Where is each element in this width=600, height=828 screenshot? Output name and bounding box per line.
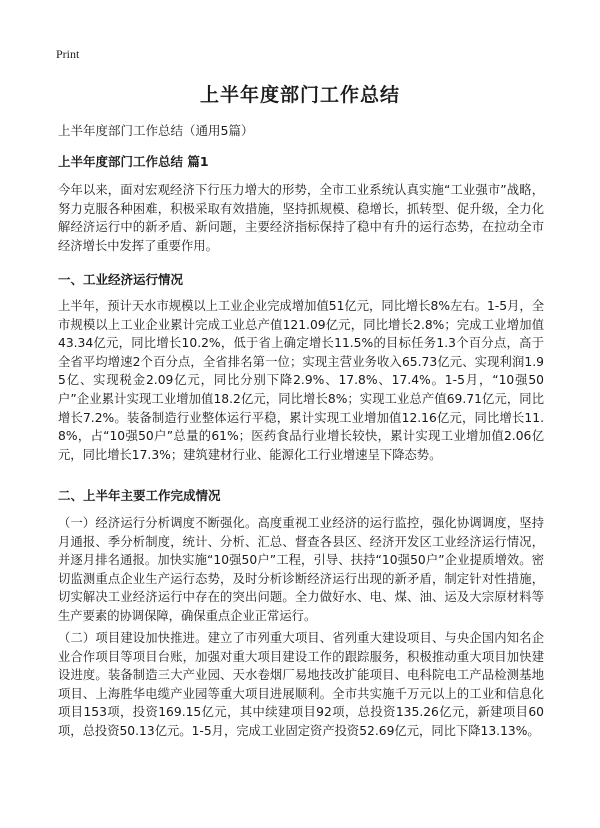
section2-paragraph-1: （一）经济运行分析调度不断强化。高度重视工业经济的运行监控，强化协调调度，坚持月通报、季分析制度，统计、分析、汇总、督查各县区、经济开发区工业经济运行情况，并逐月排名通报。加快实施“10强50户”工程，引导、扶持“10强50户”企业提质增效。密切监测重点企业生产运行态势，及时分析诊断经济运行出现的新矛盾，制定针对性措施，切实解决工业经济运行中存在的突出问题。全力做好水、电、煤、油、运及大宗原材料等生产要素的协调保障，确保重点企业正常运行。 bbox=[58, 516, 544, 623]
section1-heading: 一、工业经济运行情况 bbox=[58, 272, 184, 287]
section2-heading: 二、上半年主要工作完成情况 bbox=[58, 488, 221, 503]
part-heading: 上半年度部门工作总结 篇1 bbox=[58, 154, 209, 169]
document-subtitle: 上半年度部门工作总结（通用5篇） bbox=[58, 123, 254, 138]
section2-paragraph-2: （二）项目建设加快推进。建立了市列重大项目、省列重大建设项目、与央企国内知名企业合作项目等项目台账，加强对重大项目建设工作的跟踪服务，积极推动重大项目加快建设进度。装备制造三大产业园、天水卷烟厂易地技改扩能项目、电科院电工产品检测基地项目、上海胜华电缆产业园等重大项目进展顺利。全市共实施千万元以上的工业和信息化项目153项，投资169.15亿元，其中续建项目92项，总投资135.26亿元，新建项目60项，总投资50.13亿元。1-5月，完成工业固定资产投资52.69亿元，同比下降13.13%。 bbox=[58, 631, 544, 738]
section1-paragraph: 上半年，预计天水市规模以上工业企业完成增加值51亿元，同比增长8%左右。1-5月，全市规模以上工业企业累计完成工业总产值121.09亿元，同比增长2.8%；完成工业增加值43.34亿元，同比增长10.2%，低于省上确定增长11.5%的目标任务1.3个百分点，高于全省平均增速2个百分点，全省排名第一位；实现主营业务收入65.73亿元、实现利润1.95亿、实现税金2.09亿元，同比分别下降2.9%、17.8%、17.4%。1-5月，“10强50户”企业累计实现工业增加值18.2亿元，同比增长8%；实现工业总产值69.71亿元，同比增长7.2%。装备制造行业整体运行平稳，累计实现工业增加值12.16亿元，同比增长11.8%，占“10强50户”总量的61%；医药食品行业增长较快，累计实现工业增加值2.06亿元，同比增长17.3%；建筑建材行业、能源化工行业增速呈下降态势。 bbox=[58, 299, 544, 462]
print-link[interactable]: Print bbox=[56, 47, 80, 61]
intro-paragraph: 今年以来，面对宏观经济下行压力增大的形势，全市工业系统认真实施“工业强市”战略，努力克服各种困难，积极采取有效措施，坚持抓规模、稳增长，抓转型、促升级，全力化解经济运行中的新矛盾、新问题，主要经济指标保持了稳中有升的运行态势，在拉动全市经济增长中发挥了重要作用。 bbox=[58, 183, 544, 253]
document-title: 上半年度部门工作总结 bbox=[199, 84, 400, 106]
